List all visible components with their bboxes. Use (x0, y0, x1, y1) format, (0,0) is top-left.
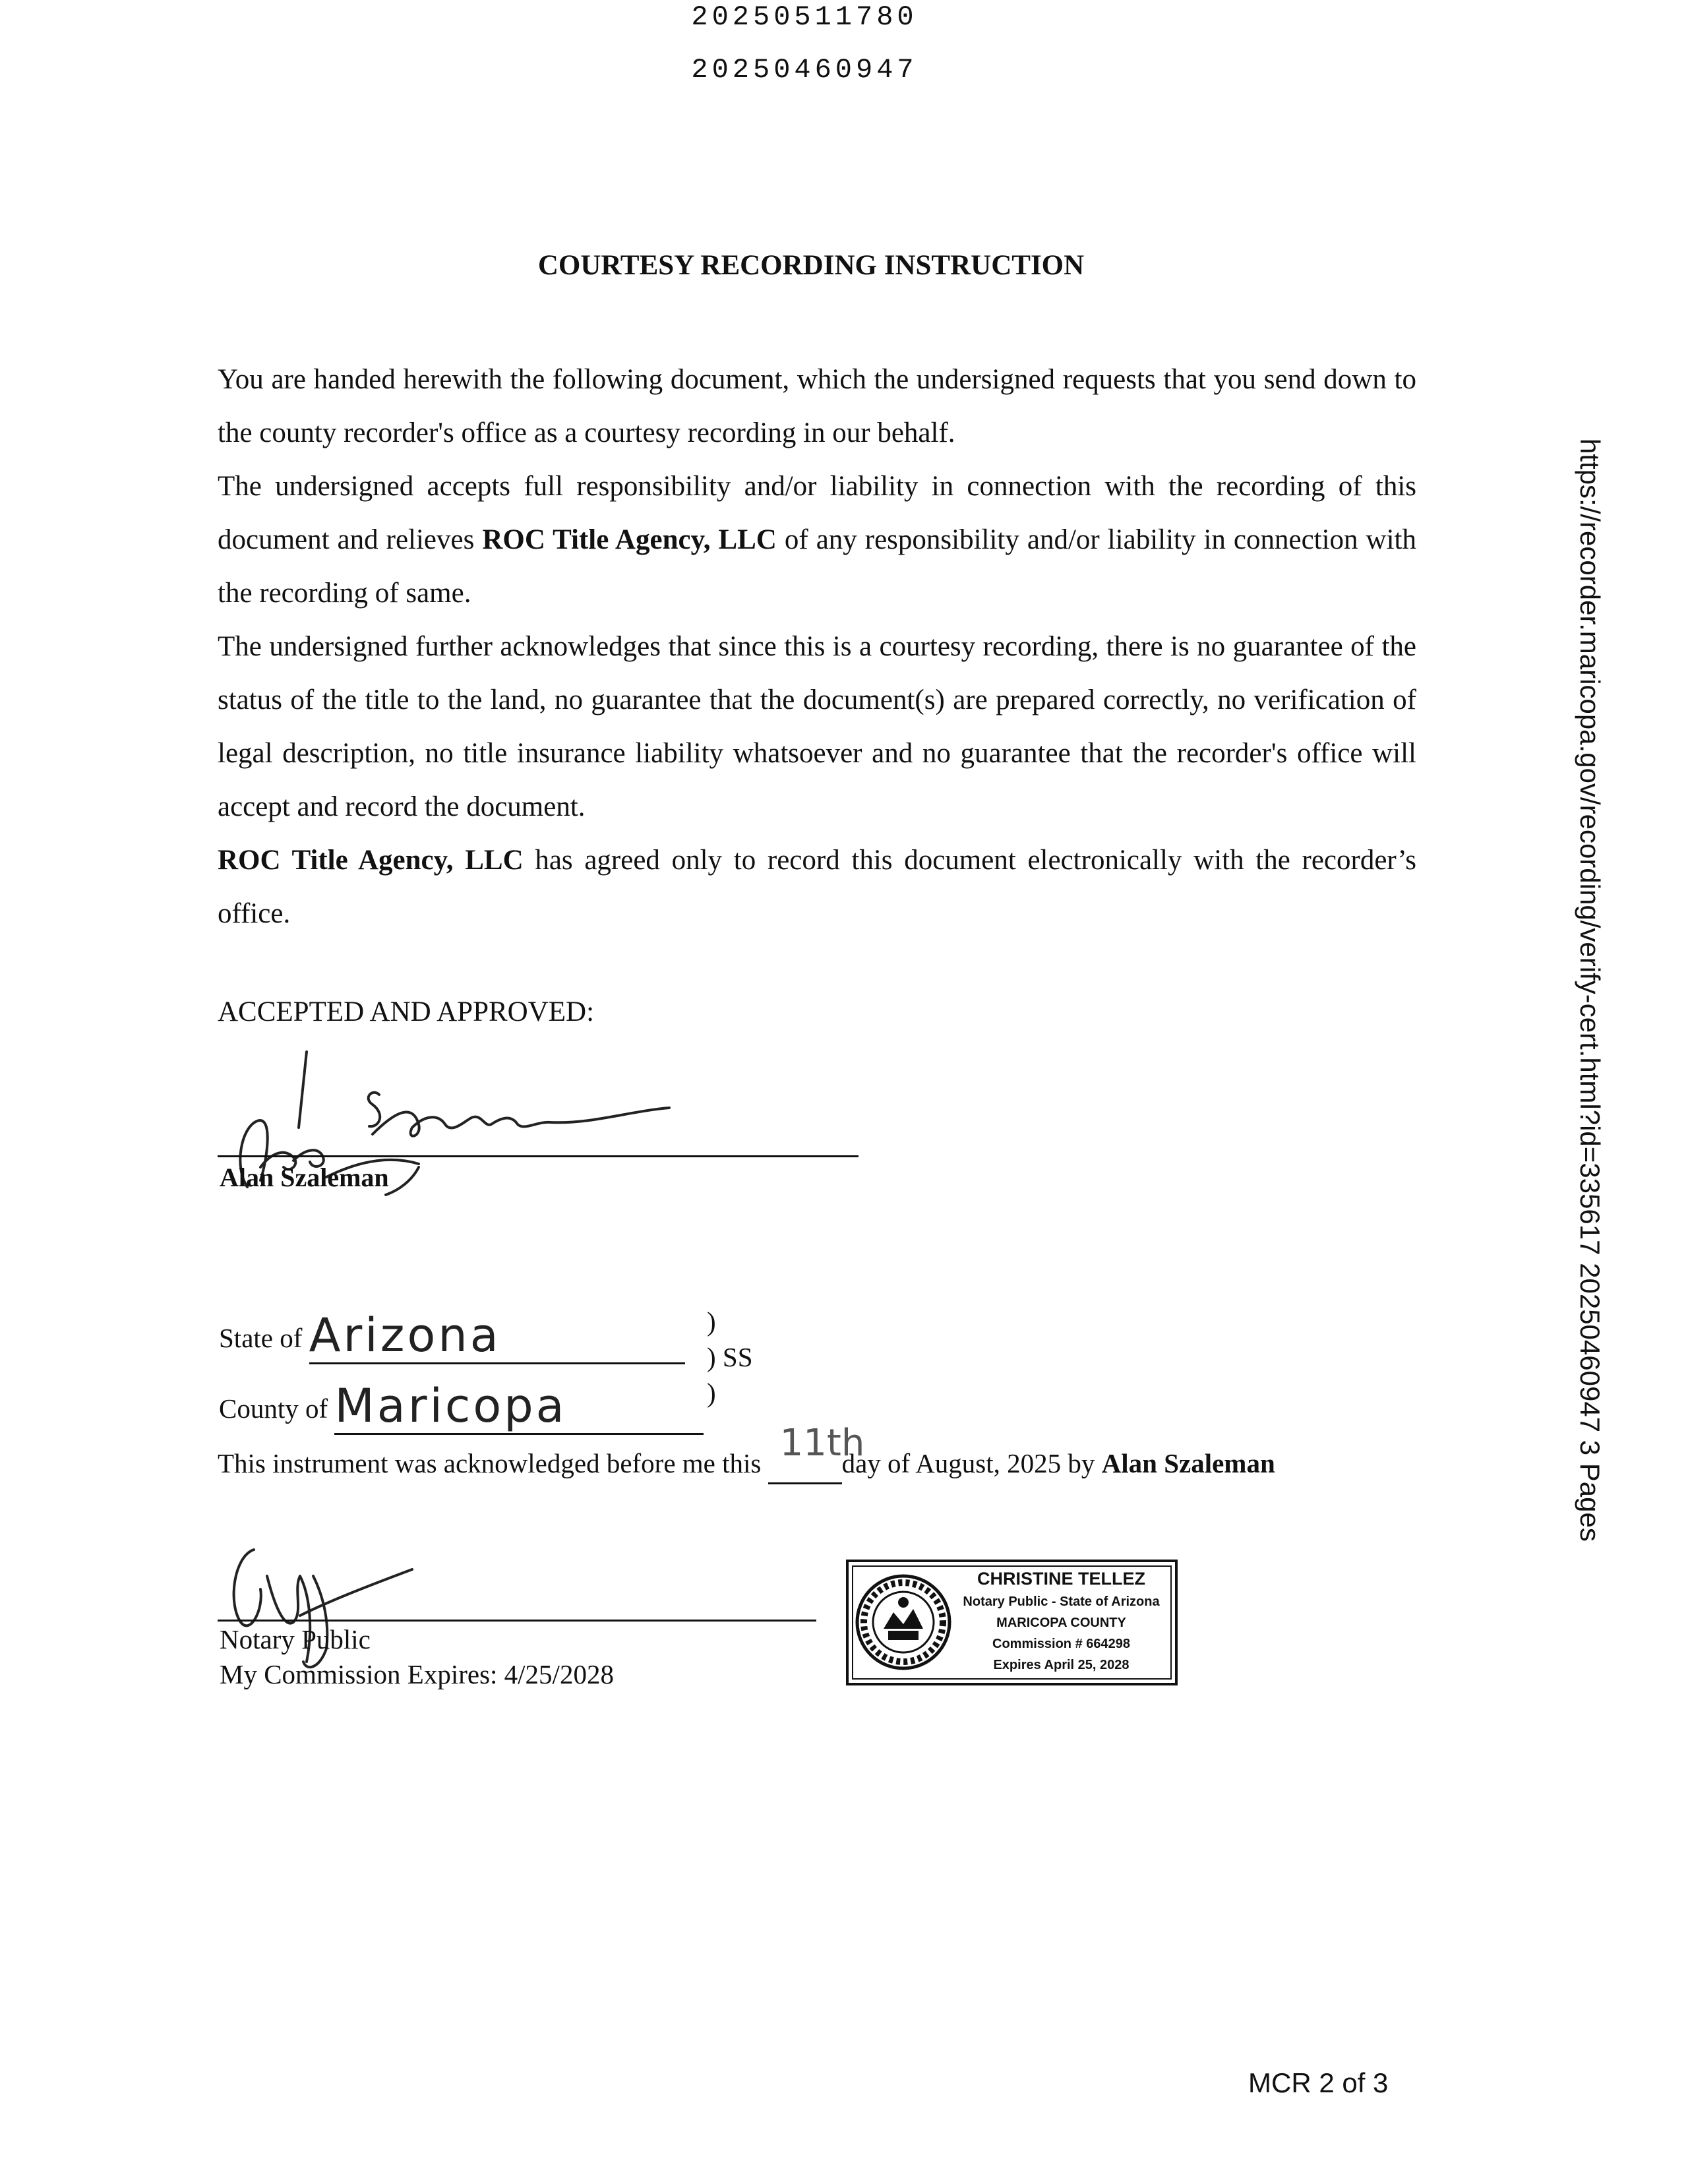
county-field (334, 1379, 704, 1435)
agency-name: ROC Title Agency, LLC (218, 845, 524, 876)
county-label: County of (219, 1393, 328, 1424)
accepted-approved-label: ACCEPTED AND APPROVED: (218, 996, 595, 1027)
signer-name: Alan Szaleman (220, 1163, 389, 1192)
day-field (768, 1422, 865, 1484)
county-row (219, 1375, 704, 1431)
instruction-body (218, 353, 1416, 940)
acknowledged-name: Alan Szaleman (1101, 1448, 1275, 1478)
document-title: COURTESY RECORDING INSTRUCTION (537, 250, 1085, 281)
stamp-commission: Commission # 664298 (992, 1637, 1130, 1651)
agency-name: ROC Title Agency, LLC (482, 524, 777, 555)
page-footer: MCR 2 of 3 (1248, 2067, 1389, 2098)
paragraph-responsibility: The undersigned accepts full responsibility and/or liability in connection with the recording of this document and relieves ROC Title Agency, LLC of any responsibility and/or liability in connection with the recording of same. (218, 471, 1417, 609)
stamp-county: MARICOPA COUNTY (996, 1616, 1126, 1630)
county-handwritten: Maricopa (334, 1379, 567, 1433)
stamp-expiry: Expires April 25, 2028 (993, 1658, 1130, 1672)
signature-line (218, 1155, 859, 1157)
commission-expiry: My Commission Expires: 4/25/2028 (220, 1659, 614, 1689)
notary-signature-line (218, 1620, 816, 1622)
paragraph-agreement: ROC Title Agency, LLC has agreed only to record this document electronically with the recorder’s office. (218, 845, 1416, 929)
paragraph-request: You are handed herewith the following document, which the undersigned requests that you send down to the county recorder's office as a courtesy recording in our behalf. (218, 364, 1416, 448)
paren-county: ) (707, 1378, 716, 1408)
recording-number-top: 20250511780 (691, 1, 918, 33)
state-row (219, 1304, 685, 1360)
stamp-text (961, 1566, 1162, 1676)
state-field (309, 1308, 685, 1364)
ss-label: ) SS (707, 1342, 753, 1372)
stamp-notary-name: CHRISTINE TELLEZ (977, 1569, 1145, 1589)
acknowledgment-statement: This instrument was acknowledged before me this 11th day of August, 2025 by Alan Szaleman (218, 1444, 1339, 1484)
paragraph-acknowledgement: The undersigned further acknowledges that since this is a courtesy recording, there is no guarantee of the status of the title to the land, no guarantee that the document(s) are prepared correctly, no verification of legal description, no title insurance liability whatsoever and no guarantee that the recorder's office will accept and record the document. (218, 631, 1416, 822)
verification-url: https://recorder.maricopa.gov/recording/verify-cert.html?id=335617 20250460947 3 Pages (1575, 439, 1606, 1542)
paren-state: ) (707, 1306, 716, 1337)
state-label: State of (219, 1323, 303, 1353)
notary-public-label: Notary Public (220, 1624, 371, 1654)
stamp-title: Notary Public - State of Arizona (963, 1594, 1160, 1609)
recording-number-secondary: 20250460947 (691, 54, 918, 86)
day-handwritten: 11th (779, 1422, 865, 1465)
state-handwritten: Arizona (309, 1308, 501, 1362)
notary-stamp (846, 1560, 1178, 1685)
state-seal-icon (854, 1573, 953, 1672)
